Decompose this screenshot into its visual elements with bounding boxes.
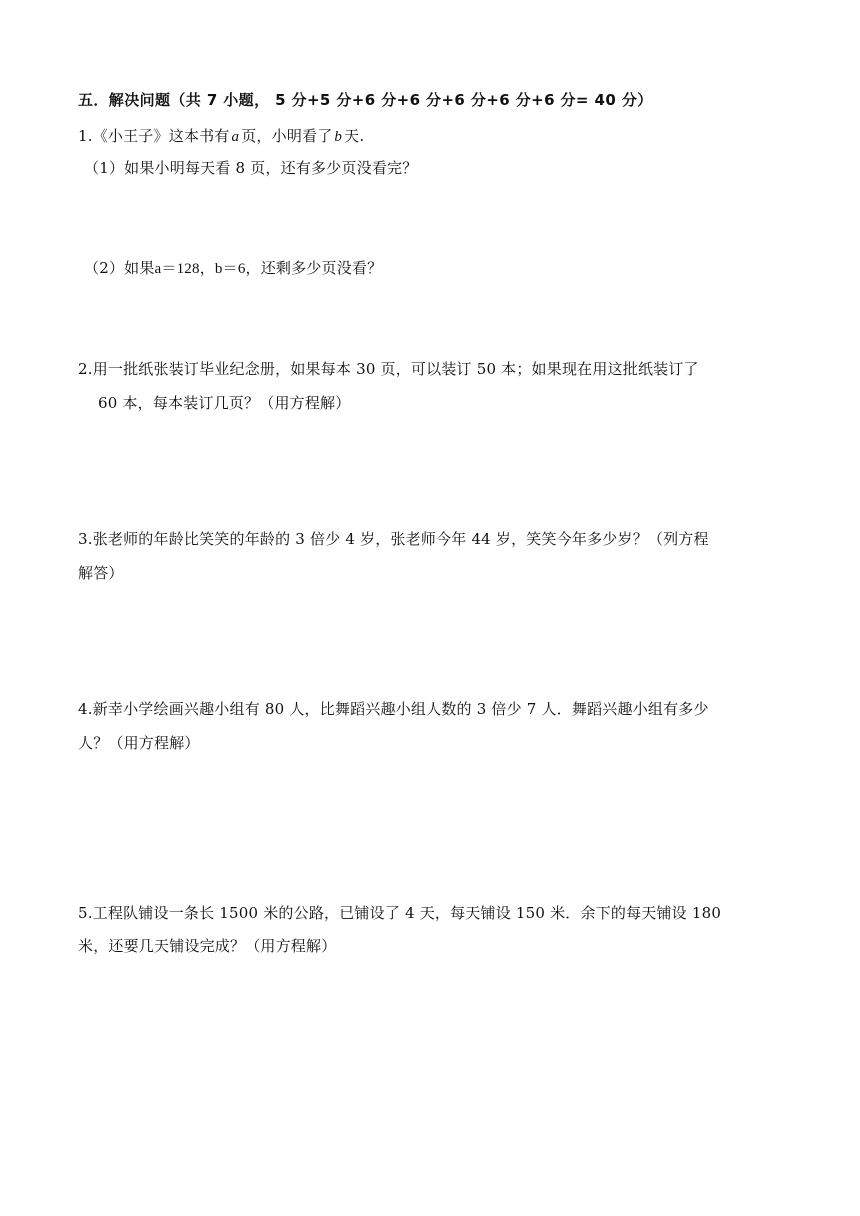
variable-b: b (334, 129, 343, 145)
problem-1-subquestion-2 (84, 256, 790, 281)
problem-1-text-suffix: 天. (344, 127, 365, 145)
subquestion-2-prefix: （2）如果 (84, 259, 155, 277)
problem-2-line-1: 2.用一批纸张装订毕业纪念册，如果每本 30 页，可以装订 50 本；如果现在用这批纸装订了 (78, 360, 699, 378)
problem-3-line-2: 解答） (78, 564, 124, 582)
problem-1-text-mid: 页，小明看了 (241, 127, 333, 145)
subquestion-2-separator: ， (199, 259, 215, 277)
section-title: 五．解决问题（共 7 小题， 5 分+5 分+6 分+6 分+6 分+6 分+6 分= 40 分） (78, 91, 653, 109)
problem-4-line-1: 4.新幸小学绘画兴趣小组有 80 人，比舞蹈兴趣小组人数的 3 倍少 7 人．舞蹈兴趣小组有多少 (78, 700, 709, 718)
problem-1-statement (78, 124, 790, 149)
problem-5-line-1: 5.工程队铺设一条长 1500 米的公路，已铺设了 4 天，每天铺设 150 米．余下的每天铺设 180 (78, 904, 722, 922)
variable-a: a (231, 129, 240, 145)
subquestion-2-a-equation: a＝128 (154, 261, 200, 277)
problem-4-line-2: 人？（用方程解） (78, 734, 200, 752)
problem-3-line-1: 3.张老师的年龄比笑笑的年龄的 3 倍少 4 岁，张老师今年 44 岁，笑笑今年多少岁？（列方程 (78, 530, 709, 548)
subquestion-2-b-equation: b＝6 (214, 261, 246, 277)
problem-5-line-2: 米，还要几天铺设完成？（用方程解） (78, 937, 337, 955)
problem-1-subquestion-1: （1）如果小明每天看 8 页，还有多少页没看完？ (84, 159, 418, 177)
problem-2-line-2: 60 本，每本装订几页？（用方程解） (98, 394, 351, 412)
subquestion-2-suffix: ，还剩多少页没看？ (245, 259, 383, 277)
problem-1-text-prefix: 1.《小王子》这本书有 (78, 127, 230, 145)
